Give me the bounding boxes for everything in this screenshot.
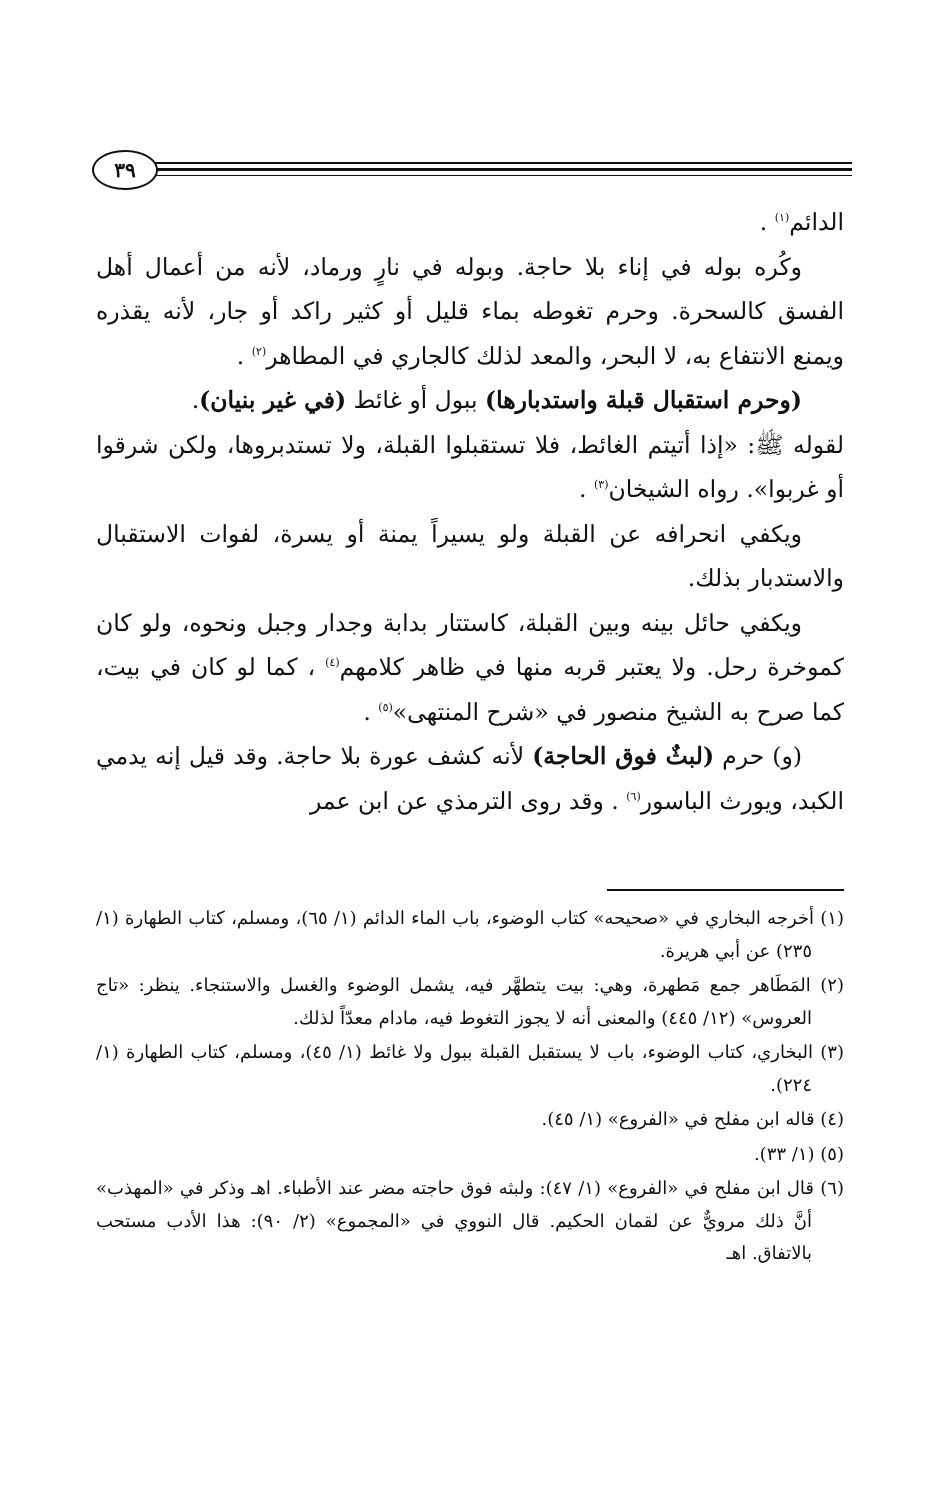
text-run: ، كما لو كان في بيت، كما صرح به الشيخ منصور في «شرح المنتهى»: [96, 653, 844, 726]
header-rule: [150, 162, 852, 164]
footnote-ref: (٦): [626, 789, 641, 803]
footnote: (٣) البخاري، كتاب الوضوء، باب لا يستقبل القبلة ببول ولا غائط (١/ ٤٥)، ومسلم، كتاب الطهارة (١/ ٢٢٤).: [96, 1042, 844, 1096]
footnote: (١) أخرجه البخاري في «صحيحه» كتاب الوضوء، باب الماء الدائم (١/ ٦٥)، ومسلم، كتاب الطهارة (١/ ٢٣٥) عن أبي هريرة.: [96, 908, 844, 962]
paragraph: [96, 512, 844, 601]
text-run: . وقد روى الترمذي عن ابن عمر: [309, 786, 627, 815]
text-run: .: [191, 386, 200, 414]
matn-text: (لبثٌ فوق الحاجة): [532, 742, 715, 770]
page-header: [92, 150, 852, 190]
footnote-separator: [607, 889, 844, 891]
text-run: .: [363, 697, 379, 726]
main-text: [96, 200, 844, 823]
text-run: ويكفي انحرافه عن القبلة ولو يسيراً يمنة أو يسرة، لفوات الاستقبال والاستدبار بذلك.: [96, 519, 844, 592]
footnote: (٥) (١/ ٣٣).: [753, 1143, 844, 1165]
paragraph: [96, 734, 844, 823]
header-rule: [150, 175, 852, 176]
text-run: ببول أو غائط: [346, 386, 485, 414]
footnote-ref: (٢): [251, 344, 267, 358]
footnote: (٤) قاله ابن مفلح في «الفروع» (١/ ٤٥).: [541, 1109, 844, 1130]
text-run: لقوله ﷺ: «إذا أتيتم الغائط، فلا تستقبلوا القبلة، ولا تستدبروها، ولكن شرقوا أو غربوا». رواه الشيخان: [96, 430, 844, 503]
paragraph: [96, 423, 844, 512]
footnote: (٢) المَطَاهر جمع مَطهرة، وهي: بيت يتطهَّر فيه، يشمل الوضوء والغسل والاستنجاء. ينظر: «تاج العروس» (١٢/ ٤٤٥) والمعنى أنه لا يجوز التغوط فيه، مادام معدّاً لذلك.: [96, 975, 844, 1029]
text-run: (و) حرم: [714, 742, 802, 770]
paragraph: [96, 601, 844, 735]
paragraph: [96, 200, 844, 245]
footnote-ref: (٤): [325, 656, 340, 670]
footnotes: [96, 903, 844, 1273]
header-rule: [150, 168, 852, 171]
footnote-ref: (٥): [378, 700, 393, 714]
footnote-ref: (١): [774, 211, 790, 225]
footnote: (٦) قال ابن مفلح في «الفروع» (١/ ٤٧): ولبثه فوق حاجته مضر عند الأطباء. اهـ وذكر في «المهذب» أنَّ ذلك مرويٌّ عن لقمان الحكيم. قال النووي في «المجموع» (٢/ ٩٠): هذا الأدب مستحب بالاتفاق. اهـ: [96, 1178, 844, 1264]
text-run: .: [579, 475, 594, 503]
text-run: ويكفي حائل بينه وبين القبلة، كاستتار بدابة وجدار وجبل ونحوه، ولو كان كموخرة رحل. ولا يعتبر قربه منها في ظاهر كلامهم: [96, 608, 844, 681]
matn-text: (وحرم استقبال قبلة واستدبارها): [485, 386, 802, 414]
page-number: ٣٩: [92, 150, 158, 190]
text-run: وكُره بوله في إناء بلا حاجة. وبوله في نارٍ ورماد، لأنه من أعمال أهل الفسق كالسحرة. وحرم تغوطه بماء قليل أو كثير راكد أو جار، لأنه يقذره ويمنع الانتفاع به، لا البحر، والمعد لذلك كالجاري في المطاهر: [96, 252, 844, 370]
paragraph: [96, 378, 844, 423]
paragraph: [96, 245, 844, 379]
text-run: .: [236, 341, 252, 370]
matn-text: (في غير بنيان): [199, 386, 347, 414]
footnote-ref: (٣): [594, 478, 609, 492]
text-run: الدائم: [789, 208, 844, 236]
text-run: لأنه كشف عورة بلا حاجة. وقد قيل إنه يدمي الكبد، ويورث الباسور: [96, 742, 844, 815]
text-run: .: [759, 208, 775, 236]
